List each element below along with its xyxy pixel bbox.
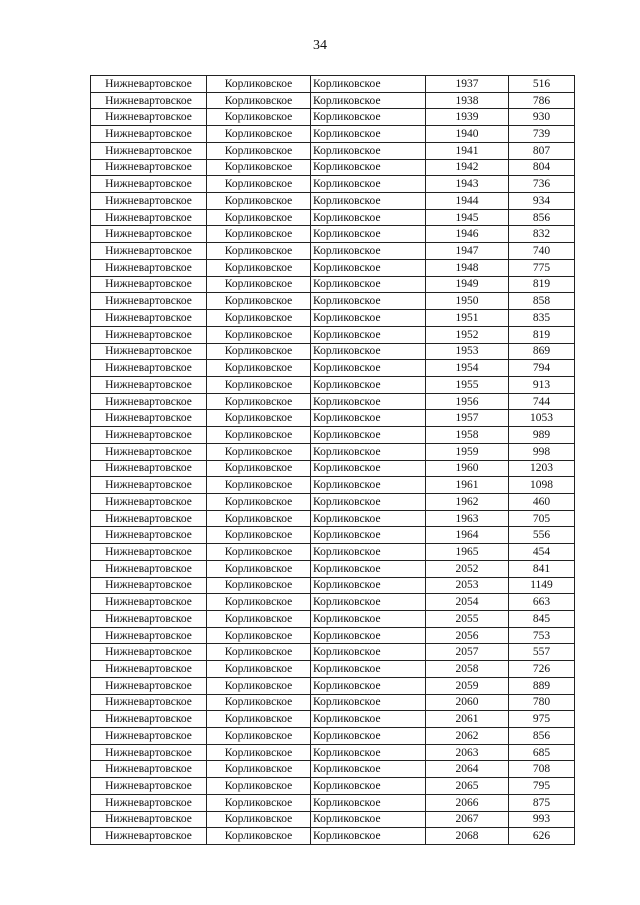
field-cell: Корликовское [207,159,311,176]
field-cell: Корликовское [207,193,311,210]
deposit-cell: Корликовское [311,744,426,761]
table-row [91,744,575,761]
field-cell: Корликовское [207,744,311,761]
field-cell: Корликовское [207,694,311,711]
field-cell: Корликовское [207,310,311,327]
well-number-cell: 1937 [426,76,509,93]
table-row [91,694,575,711]
district-cell: Нижневартовское [91,310,207,327]
registry-table-body [91,76,575,845]
table-row [91,126,575,143]
value-cell: 804 [509,159,575,176]
district-cell: Нижневартовское [91,92,207,109]
value-cell: 753 [509,627,575,644]
deposit-cell: Корликовское [311,142,426,159]
table-row [91,627,575,644]
district-cell: Нижневартовское [91,226,207,243]
table-row [91,460,575,477]
district-cell: Нижневартовское [91,477,207,494]
table-row [91,711,575,728]
district-cell: Нижневартовское [91,159,207,176]
table-row [91,794,575,811]
value-cell: 626 [509,828,575,845]
well-number-cell: 1949 [426,276,509,293]
well-number-cell: 2063 [426,744,509,761]
well-number-cell: 1962 [426,493,509,510]
well-number-cell: 2053 [426,577,509,594]
table-row [91,828,575,845]
field-cell: Корликовское [207,109,311,126]
value-cell: 856 [509,209,575,226]
well-number-cell: 1956 [426,393,509,410]
field-cell: Корликовское [207,778,311,795]
field-cell: Корликовское [207,510,311,527]
field-cell: Корликовское [207,360,311,377]
field-cell: Корликовское [207,627,311,644]
well-number-cell: 2061 [426,711,509,728]
district-cell: Нижневартовское [91,126,207,143]
table-row [91,510,575,527]
well-number-cell: 2064 [426,761,509,778]
field-cell: Корликовское [207,811,311,828]
district-cell: Нижневартовское [91,376,207,393]
well-number-cell: 2058 [426,661,509,678]
district-cell: Нижневартовское [91,594,207,611]
well-number-cell: 1965 [426,544,509,561]
value-cell: 775 [509,259,575,276]
value-cell: 845 [509,611,575,628]
field-cell: Корликовское [207,477,311,494]
well-number-cell: 2054 [426,594,509,611]
deposit-cell: Корликовское [311,243,426,260]
value-cell: 744 [509,393,575,410]
registry-table [90,75,575,845]
value-cell: 460 [509,493,575,510]
deposit-cell: Корликовское [311,276,426,293]
value-cell: 993 [509,811,575,828]
field-cell: Корликовское [207,376,311,393]
district-cell: Нижневартовское [91,577,207,594]
field-cell: Корликовское [207,644,311,661]
value-cell: 454 [509,544,575,561]
deposit-cell: Корликовское [311,460,426,477]
table-row [91,276,575,293]
district-cell: Нижневартовское [91,694,207,711]
well-number-cell: 2056 [426,627,509,644]
district-cell: Нижневартовское [91,393,207,410]
table-row [91,477,575,494]
value-cell: 556 [509,527,575,544]
value-cell: 989 [509,427,575,444]
table-row [91,92,575,109]
value-cell: 740 [509,243,575,260]
deposit-cell: Корликовское [311,293,426,310]
district-cell: Нижневартовское [91,778,207,795]
table-row [91,560,575,577]
well-number-cell: 2065 [426,778,509,795]
deposit-cell: Корликовское [311,109,426,126]
well-number-cell: 1946 [426,226,509,243]
deposit-cell: Корликовское [311,193,426,210]
well-number-cell: 1953 [426,343,509,360]
field-cell: Корликовское [207,92,311,109]
district-cell: Нижневартовское [91,611,207,628]
table-row [91,611,575,628]
table-row [91,176,575,193]
field-cell: Корликовское [207,460,311,477]
well-number-cell: 1943 [426,176,509,193]
field-cell: Корликовское [207,176,311,193]
table-row [91,193,575,210]
well-number-cell: 1959 [426,443,509,460]
value-cell: 819 [509,326,575,343]
deposit-cell: Корликовское [311,393,426,410]
well-number-cell: 1944 [426,193,509,210]
deposit-cell: Корликовское [311,627,426,644]
table-row [91,343,575,360]
value-cell: 934 [509,193,575,210]
well-number-cell: 1948 [426,259,509,276]
deposit-cell: Корликовское [311,527,426,544]
district-cell: Нижневартовское [91,811,207,828]
well-number-cell: 2057 [426,644,509,661]
field-cell: Корликовское [207,427,311,444]
deposit-cell: Корликовское [311,176,426,193]
deposit-cell: Корликовское [311,677,426,694]
well-number-cell: 1940 [426,126,509,143]
table-row [91,778,575,795]
value-cell: 930 [509,109,575,126]
well-number-cell: 1961 [426,477,509,494]
deposit-cell: Корликовское [311,594,426,611]
district-cell: Нижневартовское [91,460,207,477]
field-cell: Корликовское [207,343,311,360]
page-number: 34 [313,38,327,53]
deposit-cell: Корликовское [311,510,426,527]
deposit-cell: Корликовское [311,92,426,109]
district-cell: Нижневартовское [91,744,207,761]
deposit-cell: Корликовское [311,410,426,427]
well-number-cell: 1941 [426,142,509,159]
district-cell: Нижневартовское [91,510,207,527]
district-cell: Нижневартовское [91,794,207,811]
field-cell: Корликовское [207,794,311,811]
table-row [91,427,575,444]
district-cell: Нижневартовское [91,427,207,444]
deposit-cell: Корликовское [311,560,426,577]
value-cell: 856 [509,728,575,745]
deposit-cell: Корликовское [311,376,426,393]
field-cell: Корликовское [207,293,311,310]
deposit-cell: Корликовское [311,794,426,811]
district-cell: Нижневартовское [91,527,207,544]
district-cell: Нижневартовское [91,677,207,694]
field-cell: Корликовское [207,611,311,628]
deposit-cell: Корликовское [311,477,426,494]
table-row [91,443,575,460]
well-number-cell: 1952 [426,326,509,343]
value-cell: 736 [509,176,575,193]
field-cell: Корликовское [207,544,311,561]
value-cell: 708 [509,761,575,778]
table-row [91,393,575,410]
table-row [91,310,575,327]
well-number-cell: 1938 [426,92,509,109]
value-cell: 875 [509,794,575,811]
district-cell: Нижневартовское [91,76,207,93]
field-cell: Корликовское [207,527,311,544]
well-number-cell: 2055 [426,611,509,628]
field-cell: Корликовское [207,677,311,694]
well-number-cell: 2067 [426,811,509,828]
well-number-cell: 1950 [426,293,509,310]
table-row [91,644,575,661]
field-cell: Корликовское [207,443,311,460]
field-cell: Корликовское [207,594,311,611]
well-number-cell: 1957 [426,410,509,427]
deposit-cell: Корликовское [311,644,426,661]
district-cell: Нижневартовское [91,644,207,661]
district-cell: Нижневартовское [91,544,207,561]
well-number-cell: 2060 [426,694,509,711]
value-cell: 516 [509,76,575,93]
district-cell: Нижневартовское [91,193,207,210]
field-cell: Корликовское [207,126,311,143]
district-cell: Нижневартовское [91,176,207,193]
value-cell: 841 [509,560,575,577]
deposit-cell: Корликовское [311,310,426,327]
field-cell: Корликовское [207,259,311,276]
field-cell: Корликовское [207,661,311,678]
value-cell: 869 [509,343,575,360]
value-cell: 913 [509,376,575,393]
table-row [91,728,575,745]
value-cell: 1098 [509,477,575,494]
deposit-cell: Корликовское [311,326,426,343]
table-row [91,142,575,159]
well-number-cell: 1945 [426,209,509,226]
table-row [91,159,575,176]
table-row [91,360,575,377]
district-cell: Нижневартовское [91,326,207,343]
table-row [91,259,575,276]
deposit-cell: Корликовское [311,828,426,845]
deposit-cell: Корликовское [311,76,426,93]
value-cell: 819 [509,276,575,293]
well-number-cell: 1955 [426,376,509,393]
well-number-cell: 2052 [426,560,509,577]
district-cell: Нижневартовское [91,243,207,260]
deposit-cell: Корликовское [311,811,426,828]
value-cell: 807 [509,142,575,159]
deposit-cell: Корликовское [311,259,426,276]
well-number-cell: 1964 [426,527,509,544]
value-cell: 726 [509,661,575,678]
value-cell: 795 [509,778,575,795]
well-number-cell: 2068 [426,828,509,845]
well-number-cell: 2062 [426,728,509,745]
field-cell: Корликовское [207,828,311,845]
field-cell: Корликовское [207,276,311,293]
value-cell: 998 [509,443,575,460]
district-cell: Нижневартовское [91,360,207,377]
district-cell: Нижневартовское [91,761,207,778]
table-row [91,326,575,343]
value-cell: 794 [509,360,575,377]
district-cell: Нижневартовское [91,728,207,745]
deposit-cell: Корликовское [311,611,426,628]
field-cell: Корликовское [207,560,311,577]
field-cell: Корликовское [207,142,311,159]
well-number-cell: 1939 [426,109,509,126]
deposit-cell: Корликовское [311,126,426,143]
deposit-cell: Корликовское [311,226,426,243]
deposit-cell: Корликовское [311,577,426,594]
deposit-cell: Корликовское [311,443,426,460]
deposit-cell: Корликовское [311,493,426,510]
table-row [91,661,575,678]
table-row [91,376,575,393]
district-cell: Нижневартовское [91,828,207,845]
value-cell: 557 [509,644,575,661]
district-cell: Нижневартовское [91,493,207,510]
field-cell: Корликовское [207,243,311,260]
well-number-cell: 1958 [426,427,509,444]
table-row [91,761,575,778]
value-cell: 858 [509,293,575,310]
deposit-cell: Корликовское [311,761,426,778]
well-number-cell: 2059 [426,677,509,694]
field-cell: Корликовское [207,410,311,427]
district-cell: Нижневартовское [91,410,207,427]
deposit-cell: Корликовское [311,343,426,360]
table-row [91,544,575,561]
district-cell: Нижневартовское [91,560,207,577]
table-row [91,293,575,310]
deposit-cell: Корликовское [311,711,426,728]
well-number-cell: 1960 [426,460,509,477]
value-cell: 685 [509,744,575,761]
district-cell: Нижневартовское [91,661,207,678]
table-row [91,109,575,126]
table-row [91,677,575,694]
district-cell: Нижневартовское [91,276,207,293]
value-cell: 835 [509,310,575,327]
field-cell: Корликовское [207,728,311,745]
well-number-cell: 1963 [426,510,509,527]
deposit-cell: Корликовское [311,427,426,444]
district-cell: Нижневартовское [91,711,207,728]
district-cell: Нижневартовское [91,443,207,460]
table-row [91,209,575,226]
well-number-cell: 2066 [426,794,509,811]
deposit-cell: Корликовское [311,728,426,745]
field-cell: Корликовское [207,209,311,226]
field-cell: Корликовское [207,577,311,594]
value-cell: 832 [509,226,575,243]
well-number-cell: 1942 [426,159,509,176]
district-cell: Нижневартовское [91,627,207,644]
value-cell: 889 [509,677,575,694]
value-cell: 786 [509,92,575,109]
deposit-cell: Корликовское [311,360,426,377]
deposit-cell: Корликовское [311,661,426,678]
table-row [91,243,575,260]
table-row [91,226,575,243]
value-cell: 780 [509,694,575,711]
value-cell: 739 [509,126,575,143]
deposit-cell: Корликовское [311,544,426,561]
value-cell: 1053 [509,410,575,427]
value-cell: 705 [509,510,575,527]
deposit-cell: Корликовское [311,778,426,795]
table-row [91,493,575,510]
district-cell: Нижневартовское [91,209,207,226]
table-row [91,811,575,828]
district-cell: Нижневартовское [91,259,207,276]
district-cell: Нижневартовское [91,142,207,159]
well-number-cell: 1954 [426,360,509,377]
district-cell: Нижневартовское [91,343,207,360]
value-cell: 975 [509,711,575,728]
deposit-cell: Корликовское [311,159,426,176]
value-cell: 1149 [509,577,575,594]
deposit-cell: Корликовское [311,694,426,711]
district-cell: Нижневартовское [91,293,207,310]
table-row [91,410,575,427]
well-number-cell: 1947 [426,243,509,260]
field-cell: Корликовское [207,393,311,410]
well-number-cell: 1951 [426,310,509,327]
value-cell: 663 [509,594,575,611]
field-cell: Корликовское [207,761,311,778]
table-row [91,577,575,594]
field-cell: Корликовское [207,493,311,510]
field-cell: Корликовское [207,326,311,343]
value-cell: 1203 [509,460,575,477]
table-row [91,594,575,611]
field-cell: Корликовское [207,76,311,93]
deposit-cell: Корликовское [311,209,426,226]
table-row [91,76,575,93]
district-cell: Нижневартовское [91,109,207,126]
table-row [91,527,575,544]
field-cell: Корликовское [207,226,311,243]
field-cell: Корликовское [207,711,311,728]
